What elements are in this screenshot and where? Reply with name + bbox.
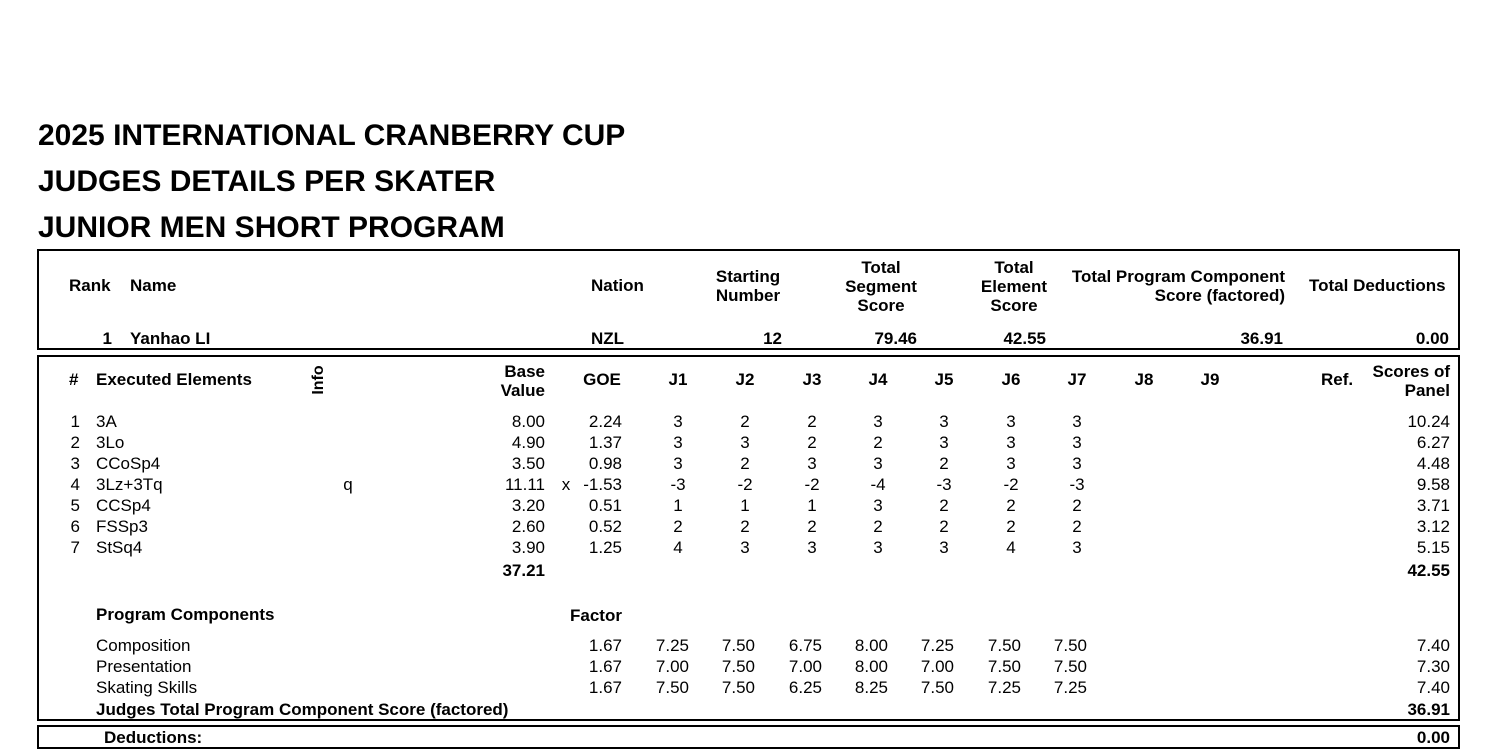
element-judge-3: -2 <box>804 475 820 494</box>
element-judge-5: 2 <box>939 454 949 473</box>
element-goe: 1.37 <box>588 433 622 452</box>
skater-name: Yanhao LI <box>130 329 211 348</box>
scores-of-panel-header-l2: Panel <box>1404 381 1450 400</box>
j9-header: J9 <box>1200 370 1220 389</box>
j5-header: J5 <box>934 370 954 389</box>
pcs-header-l1: Total Program Component <box>1071 267 1285 286</box>
component-judge-2: 7.50 <box>721 678 755 697</box>
element-judge-2: 1 <box>740 496 750 515</box>
panel-total: 42.55 <box>1407 561 1450 580</box>
goe-header: GOE <box>583 370 621 389</box>
j6-header: J6 <box>1001 370 1021 389</box>
skater-deductions: 0.00 <box>1415 329 1449 348</box>
element-panel-score: 4.48 <box>1416 454 1450 473</box>
component-name: Skating Skills <box>96 678 198 697</box>
element-base-value: 4.90 <box>511 433 545 452</box>
scores-of-panel-header <box>1360 362 1450 400</box>
element-number: 5 <box>70 496 80 515</box>
element-judge-7: 2 <box>1072 496 1082 515</box>
element-goe: 0.98 <box>588 454 622 473</box>
component-panel-score: 7.40 <box>1416 678 1450 697</box>
component-judge-2: 7.50 <box>721 636 755 655</box>
tes-header-l3: Score <box>990 296 1038 315</box>
element-name: CCSp4 <box>96 496 151 515</box>
element-judge-1: 3 <box>673 454 683 473</box>
element-judge-7: 3 <box>1072 454 1082 473</box>
component-judge-5: 7.50 <box>920 678 954 697</box>
component-panel-score: 7.30 <box>1416 657 1450 676</box>
pc-total-label: Judges Total Program Component Score (factored) <box>96 700 509 719</box>
element-name: 3A <box>96 412 117 431</box>
component-judge-1: 7.25 <box>655 636 689 655</box>
component-judge-5: 7.00 <box>920 657 954 676</box>
tss-header-l3: Score <box>857 296 905 315</box>
element-judge-2: -2 <box>737 475 753 494</box>
element-judge-2: 2 <box>740 517 750 536</box>
element-judge-1: 1 <box>673 496 683 515</box>
tss-header-l1: Total <box>861 258 901 277</box>
element-base-value: 3.90 <box>511 538 545 557</box>
element-number: 3 <box>70 454 80 473</box>
element-judge-5: 3 <box>939 433 949 452</box>
element-name: CCoSp4 <box>96 454 161 473</box>
element-judge-6: 2 <box>1006 517 1016 536</box>
element-base-value: 11.11 <box>504 475 545 494</box>
component-judge-7: 7.25 <box>1053 678 1087 697</box>
event-title: 2025 INTERNATIONAL CRANBERRY CUP <box>38 119 626 152</box>
skater-tss: 79.46 <box>874 329 917 348</box>
scores-of-panel-header-l1: Scores of <box>1372 362 1450 381</box>
element-judge-1: 4 <box>673 538 683 557</box>
element-name: 3Lo <box>96 433 125 452</box>
deductions-value: 0.00 <box>1416 728 1450 747</box>
factor-header: Factor <box>570 606 622 625</box>
component-judge-5: 7.25 <box>920 636 954 655</box>
starting-number-header-l2: Number <box>715 286 781 305</box>
element-judge-1: 2 <box>673 517 683 536</box>
j3-header: J3 <box>802 370 822 389</box>
element-judge-4: 2 <box>873 433 883 452</box>
element-name: FSSp3 <box>96 517 148 536</box>
component-judge-3: 7.00 <box>788 657 822 676</box>
element-judge-5: 2 <box>939 496 949 515</box>
element-panel-score: 9.58 <box>1416 475 1450 494</box>
element-judge-6: 3 <box>1006 433 1016 452</box>
skater-pcs: 36.91 <box>1240 329 1283 348</box>
component-factor: 1.67 <box>588 678 622 697</box>
pcs-header-l2: Score (factored) <box>1154 286 1285 305</box>
j1-header: J1 <box>668 370 688 389</box>
component-judge-4: 8.25 <box>854 678 888 697</box>
element-judge-7: 2 <box>1072 517 1082 536</box>
element-goe: 0.51 <box>588 496 622 515</box>
pc-total-value: 36.91 <box>1407 700 1450 719</box>
component-judge-7: 7.50 <box>1053 657 1087 676</box>
element-judge-6: -2 <box>1003 475 1019 494</box>
component-judge-2: 7.50 <box>721 657 755 676</box>
element-panel-score: 6.27 <box>1416 433 1450 452</box>
executed-elements-header: Executed Elements <box>96 370 252 389</box>
deductions-header: Total Deductions <box>1309 276 1446 295</box>
element-judge-7: 3 <box>1072 538 1082 557</box>
rank-header: Rank <box>69 276 111 295</box>
report-title: JUDGES DETAILS PER SKATER <box>38 165 496 198</box>
j2-header: J2 <box>735 370 755 389</box>
component-judge-1: 7.00 <box>655 657 689 676</box>
deductions-box <box>37 725 1460 749</box>
element-judge-4: 3 <box>873 496 883 515</box>
element-judge-6: 3 <box>1006 454 1016 473</box>
program-components-header: Program Components <box>96 605 275 624</box>
element-panel-score: 10.24 <box>1407 412 1450 431</box>
element-judge-3: 1 <box>807 496 817 515</box>
skater-nation: NZL <box>591 329 625 348</box>
component-judge-3: 6.75 <box>788 636 822 655</box>
component-panel-score: 7.40 <box>1416 636 1450 655</box>
element-goe: 2.24 <box>588 412 622 431</box>
element-judge-2: 2 <box>740 412 750 431</box>
info-header: Info <box>310 365 327 395</box>
j7-header: J7 <box>1067 370 1087 389</box>
element-judge-3: 3 <box>807 454 817 473</box>
tss-header-l2: Segment <box>845 277 917 296</box>
tss-header <box>833 258 929 315</box>
element-judge-6: 4 <box>1006 538 1016 557</box>
name-header: Name <box>130 276 177 295</box>
component-factor: 1.67 <box>588 657 622 676</box>
element-judge-6: 2 <box>1006 496 1016 515</box>
element-judge-2: 3 <box>740 538 750 557</box>
element-judge-4: 3 <box>873 454 883 473</box>
component-judge-1: 7.50 <box>655 678 689 697</box>
element-base-value: 3.50 <box>511 454 545 473</box>
base-value-header <box>480 362 545 400</box>
element-number-header: # <box>69 370 79 389</box>
element-number: 4 <box>70 475 80 494</box>
segment-title: JUNIOR MEN SHORT PROGRAM <box>38 211 505 244</box>
element-number: 2 <box>70 433 80 452</box>
element-goe: -1.53 <box>583 475 622 494</box>
element-judge-2: 3 <box>740 433 750 452</box>
element-judge-5: 3 <box>939 538 949 557</box>
element-judge-3: 2 <box>807 433 817 452</box>
skater-rank: 1 <box>102 329 112 348</box>
element-judge-3: 2 <box>807 412 817 431</box>
element-goe: 1.25 <box>588 538 622 557</box>
nation-header: Nation <box>591 276 644 295</box>
component-judge-4: 8.00 <box>854 636 888 655</box>
element-judge-4: 3 <box>873 412 883 431</box>
element-judge-7: -3 <box>1069 475 1085 494</box>
element-judge-4: 3 <box>873 538 883 557</box>
component-judge-7: 7.50 <box>1053 636 1087 655</box>
component-judge-3: 6.25 <box>788 678 822 697</box>
element-panel-score: 5.15 <box>1416 538 1450 557</box>
element-judge-2: 2 <box>740 454 750 473</box>
tes-header-l1: Total <box>994 258 1034 277</box>
component-factor: 1.67 <box>588 636 622 655</box>
component-judge-6: 7.25 <box>987 678 1021 697</box>
pcs-header <box>1060 267 1285 305</box>
element-judge-5: -3 <box>936 475 952 494</box>
base-value-total: 37.21 <box>502 561 545 580</box>
element-base-value: 3.20 <box>511 496 545 515</box>
skater-starting-number: 12 <box>763 329 782 348</box>
element-judge-1: 3 <box>673 433 683 452</box>
element-panel-score: 3.71 <box>1416 496 1450 515</box>
element-info: q <box>343 475 353 494</box>
element-name: StSq4 <box>96 538 143 557</box>
base-value-header-l1: Base <box>504 362 545 381</box>
component-name: Presentation <box>96 657 192 676</box>
skater-tes: 42.55 <box>1003 329 1046 348</box>
element-judge-5: 3 <box>939 412 949 431</box>
element-judge-1: 3 <box>673 412 683 431</box>
element-bonus-marker: x <box>561 475 571 494</box>
element-number: 6 <box>70 517 80 536</box>
element-goe: 0.52 <box>588 517 622 536</box>
element-judge-1: -3 <box>670 475 686 494</box>
component-judge-6: 7.50 <box>987 636 1021 655</box>
element-judge-3: 3 <box>807 538 817 557</box>
element-panel-score: 3.12 <box>1416 517 1450 536</box>
deductions-label: Deductions: <box>104 728 203 747</box>
tes-header <box>966 258 1062 315</box>
element-name: 3Lz+3Tq <box>96 475 163 494</box>
component-judge-4: 8.00 <box>854 657 888 676</box>
element-number: 7 <box>70 538 80 557</box>
ref-header: Ref. <box>1321 370 1354 389</box>
element-base-value: 8.00 <box>511 412 545 431</box>
tes-header-l2: Element <box>980 277 1048 296</box>
base-value-header-l2: Value <box>500 381 545 400</box>
component-name: Composition <box>96 636 191 655</box>
element-judge-4: 2 <box>873 517 883 536</box>
element-judge-7: 3 <box>1072 412 1082 431</box>
element-base-value: 2.60 <box>511 517 545 536</box>
starting-number-header <box>700 267 796 305</box>
element-judge-3: 2 <box>807 517 817 536</box>
starting-number-header-l1: Starting <box>715 267 781 286</box>
element-judge-7: 3 <box>1072 433 1082 452</box>
j8-header: J8 <box>1134 370 1154 389</box>
element-number: 1 <box>70 412 80 431</box>
component-judge-6: 7.50 <box>987 657 1021 676</box>
element-judge-6: 3 <box>1006 412 1016 431</box>
j4-header: J4 <box>868 370 888 389</box>
element-judge-4: -4 <box>870 475 886 494</box>
element-judge-5: 2 <box>939 517 949 536</box>
